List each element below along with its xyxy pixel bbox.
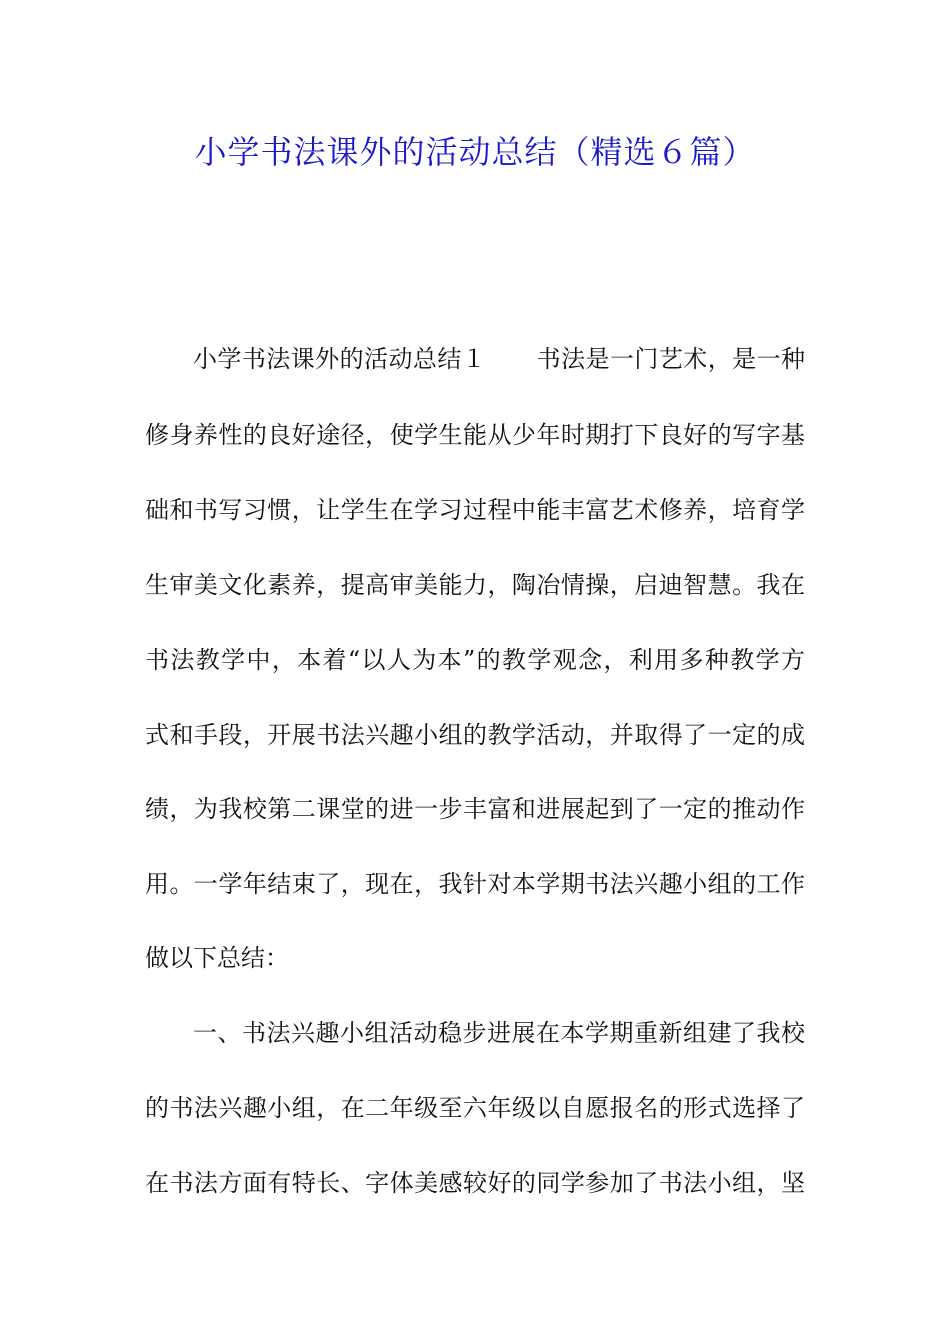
paragraph-text: 书法是一门艺术，是一种: [536, 345, 805, 373]
document-title: 小学书法课外的活动总结（精选６篇）: [194, 133, 756, 171]
paragraph-line: 础和书写习惯，让学生在学习过程中能丰富艺术修养，培育学: [145, 496, 805, 524]
paragraph-line: 式和手段，开展书法兴趣小组的教学活动，并取得了一定的成: [145, 721, 805, 749]
paragraph-line: 的书法兴趣小组，在二年级至六年级以自愿报名的形式选择了: [145, 1094, 805, 1122]
section-heading: 小学书法课外的活动总结１: [193, 345, 487, 373]
paragraph-line: [193, 339, 805, 379]
paragraph-line: 修身养性的良好途径，使学生能从少年时期打下良好的写字基: [145, 421, 805, 449]
paragraph-line: 做以下总结：: [145, 944, 289, 972]
paragraph-line: 书法教学中，本着“以人为本”的教学观念，利用多种教学方: [145, 646, 805, 674]
paragraph-line: 绩，为我校第二课堂的进一步丰富和进展起到了一定的推动作: [145, 795, 805, 823]
paragraph-line: 生审美文化素养，提高审美能力，陶冶情操，启迪智慧。我在: [145, 571, 805, 599]
paragraph-line: 在书法方面有特长、字体美感较好的同学参加了书法小组，坚: [145, 1169, 805, 1197]
paragraph-line: 一、书法兴趣小组活动稳步进展在本学期重新组建了我校: [193, 1019, 805, 1047]
paragraph-line: 用。一学年结束了，现在，我针对本学期书法兴趣小组的工作: [145, 870, 805, 898]
